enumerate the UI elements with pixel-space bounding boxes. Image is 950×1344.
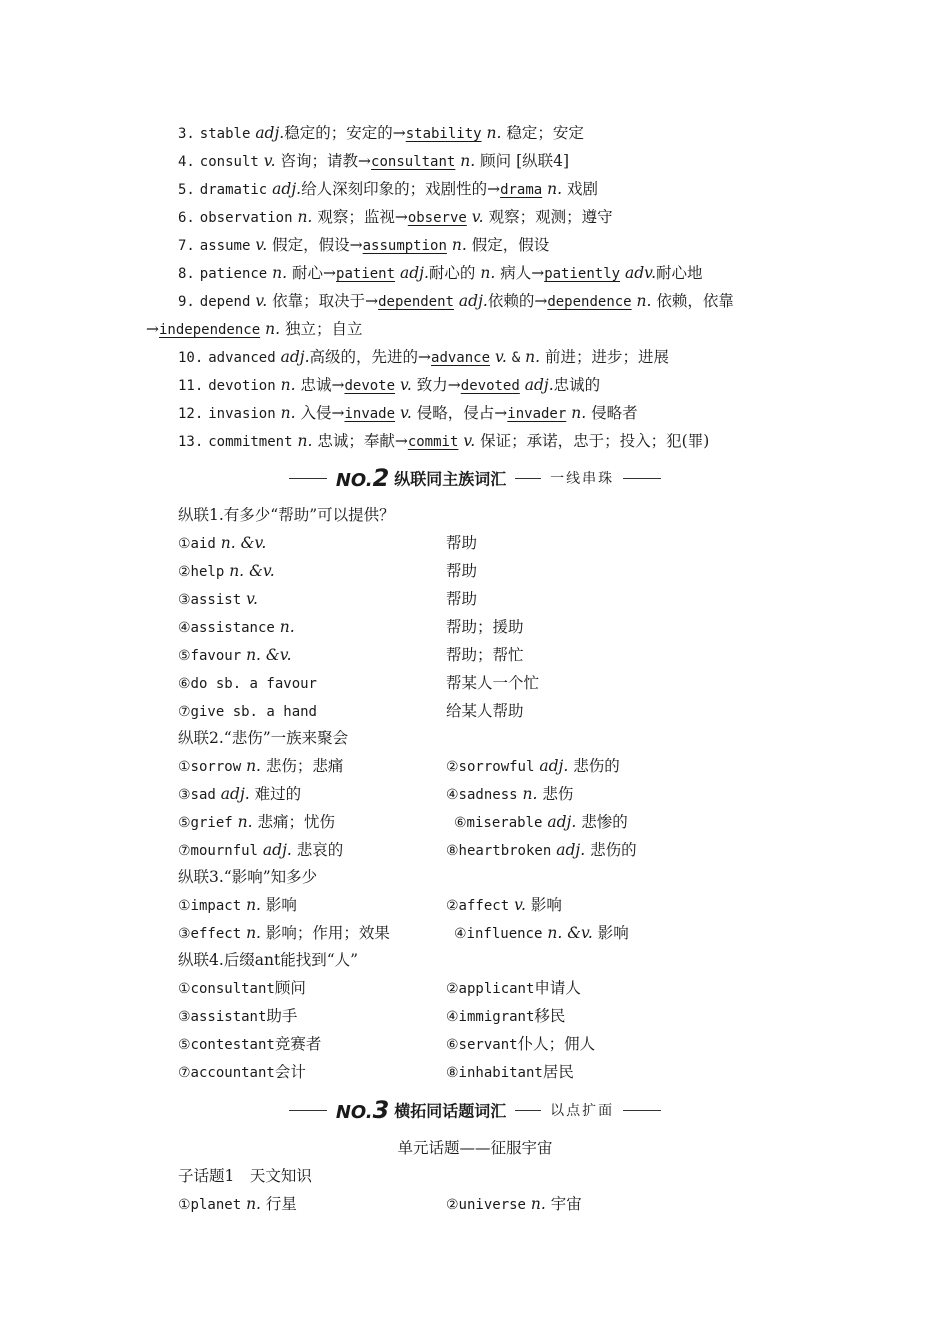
vocab-entry bbox=[178, 702, 317, 720]
meaning: 独立；自立 bbox=[284, 320, 363, 338]
part-of-speech: v. bbox=[255, 292, 268, 310]
derived-word: drama bbox=[500, 182, 543, 198]
headword: assume bbox=[199, 238, 251, 254]
meaning: 给人深刻印象的；戏剧性的→ bbox=[301, 180, 501, 198]
meaning: 假定，假设→ bbox=[272, 236, 363, 254]
vocab-entry bbox=[446, 754, 620, 779]
vocab-word: ③effect bbox=[178, 926, 242, 942]
vocab-meaning: 帮助；帮忙 bbox=[446, 646, 524, 664]
vocab-entry bbox=[178, 810, 335, 835]
section-subtitle: 以点扩面 bbox=[550, 1103, 615, 1119]
item-number: 5. bbox=[178, 182, 195, 198]
meaning: 观察；监视→ bbox=[317, 208, 408, 226]
item-number: 11. bbox=[178, 378, 204, 394]
part-of-speech: n. bbox=[246, 646, 261, 664]
meaning: 依靠；取决于→ bbox=[272, 292, 379, 310]
vocab-entry bbox=[446, 1032, 595, 1057]
vocab-word: ③assistant bbox=[178, 1009, 267, 1025]
vocab-word: ④assistance bbox=[178, 620, 275, 636]
group-title: 纵联1.有多少“帮助”可以提供？ bbox=[178, 506, 395, 524]
derivation-line bbox=[178, 205, 613, 229]
vocab-entry bbox=[178, 976, 306, 1001]
meaning: 病人→ bbox=[500, 264, 545, 282]
meaning: 忠诚的 bbox=[553, 376, 601, 394]
derivation-line bbox=[178, 233, 549, 257]
part-of-speech: n. bbox=[486, 124, 502, 142]
part-of-speech: n. bbox=[246, 924, 261, 942]
part-of-speech: n. bbox=[246, 896, 261, 914]
vocab-entry bbox=[178, 1004, 297, 1029]
derivation-line bbox=[178, 177, 598, 201]
vocab-meaning: 帮助；援助 bbox=[446, 618, 524, 636]
vocab-entry bbox=[178, 1032, 321, 1057]
vocab-word: ①aid bbox=[178, 536, 216, 552]
meaning: 依赖，依靠 bbox=[656, 292, 734, 310]
derived-word: patient bbox=[336, 266, 396, 282]
item-number: 6. bbox=[178, 210, 195, 226]
vocab-entry bbox=[446, 782, 573, 807]
vocab-word: ④sadness bbox=[446, 787, 518, 803]
derivation-line bbox=[178, 429, 709, 453]
help-entry bbox=[178, 699, 524, 723]
section-title: 横拓同话题词汇 bbox=[394, 1101, 507, 1121]
derived-word: observe bbox=[407, 210, 467, 226]
vocab-word: ⑧heartbroken bbox=[446, 843, 552, 859]
ampersand: & bbox=[511, 350, 521, 366]
meaning: 忠诚；奉献→ bbox=[317, 432, 408, 450]
divider bbox=[623, 1110, 661, 1111]
divider bbox=[515, 478, 541, 479]
divider bbox=[515, 1110, 541, 1111]
vocab-meaning: 悲痛；忧伤 bbox=[257, 813, 336, 831]
vocab-meaning: 悲哀的 bbox=[296, 841, 344, 859]
vocab-entry bbox=[178, 921, 390, 946]
vocab-meaning: 居民 bbox=[542, 1063, 574, 1081]
meaning: 假定，假设 bbox=[471, 236, 550, 254]
vocab-word: ⑦mournful bbox=[178, 843, 258, 859]
group-title: 纵联4.后缀ant能找到“人” bbox=[178, 951, 359, 969]
vocab-entry bbox=[178, 562, 275, 580]
part-of-speech: adj. bbox=[547, 813, 577, 831]
vocab-word: ⑤grief bbox=[178, 815, 233, 831]
vocab-word: ⑦give sb. a hand bbox=[178, 704, 317, 720]
vocab-word: ④immigrant bbox=[446, 1009, 535, 1025]
divider bbox=[289, 1110, 327, 1111]
vocab-meaning: 给某人帮助 bbox=[446, 702, 524, 720]
part-of-speech: n. bbox=[636, 292, 652, 310]
derived-word: independence bbox=[159, 322, 261, 338]
vocab-entry bbox=[178, 674, 317, 692]
part-of-speech: v. bbox=[399, 404, 412, 422]
divider bbox=[623, 478, 661, 479]
vocab-entry bbox=[446, 1192, 582, 1217]
vocab-entry bbox=[178, 838, 343, 863]
vocab-entry bbox=[178, 646, 292, 664]
derivation-line bbox=[178, 121, 584, 145]
vocab-entry bbox=[178, 893, 297, 918]
vocab-meaning: 移民 bbox=[534, 1007, 566, 1025]
vocab-word: ②applicant bbox=[446, 981, 535, 997]
part-of-speech: adj. bbox=[458, 292, 488, 310]
topic-title: 单元话题——征服宇宙 bbox=[397, 1139, 553, 1157]
vocab-entry bbox=[178, 754, 343, 779]
headword: consult bbox=[199, 154, 259, 170]
meaning: 入侵→ bbox=[300, 404, 345, 422]
section-title: 纵联同主族词汇 bbox=[394, 469, 507, 489]
vocab-entry bbox=[178, 618, 295, 636]
vocab-meaning: 顾问 bbox=[274, 979, 306, 997]
part-of-speech: n. bbox=[265, 320, 281, 338]
part-of-speech: adj. bbox=[524, 376, 554, 394]
section-header-3 bbox=[0, 1096, 950, 1126]
meaning: 顾问 [纵联4] bbox=[480, 152, 570, 170]
part-of-speech: &v. bbox=[240, 534, 267, 552]
part-of-speech: n. bbox=[571, 404, 587, 422]
group-title: 纵联2.“悲伤”一族来聚会 bbox=[178, 729, 349, 747]
part-of-speech: n. bbox=[246, 1195, 261, 1213]
part-of-speech: adj. bbox=[539, 757, 569, 775]
derivation-line-continued bbox=[146, 317, 362, 341]
meaning: 耐心的 bbox=[428, 264, 476, 282]
vocab-meaning: 会计 bbox=[274, 1063, 306, 1081]
part-of-speech: &v. bbox=[265, 646, 292, 664]
derived-word: stability bbox=[405, 126, 482, 142]
section-header-2 bbox=[0, 464, 950, 494]
vocab-meaning: 影响 bbox=[597, 924, 629, 942]
vocab-entry bbox=[446, 1004, 565, 1029]
derived-word: invade bbox=[344, 406, 396, 422]
vocab-meaning: 影响 bbox=[265, 896, 297, 914]
vocab-word: ②help bbox=[178, 564, 225, 580]
vocab-meaning: 帮助 bbox=[446, 590, 478, 608]
headword: devotion bbox=[208, 378, 276, 394]
item-number: 13. bbox=[178, 434, 204, 450]
part-of-speech: v. bbox=[263, 152, 276, 170]
item-number: 10. bbox=[178, 350, 204, 366]
vocab-entry bbox=[446, 893, 562, 918]
part-of-speech: adj. bbox=[556, 841, 586, 859]
part-of-speech: adj. bbox=[399, 264, 429, 282]
help-entry bbox=[178, 587, 478, 611]
part-of-speech: n. bbox=[279, 618, 295, 636]
part-of-speech: n. bbox=[220, 534, 236, 552]
meaning: 忠诚→ bbox=[300, 376, 345, 394]
headword: commitment bbox=[208, 434, 293, 450]
part-of-speech: adj. bbox=[255, 124, 285, 142]
vocab-meaning: 悲惨的 bbox=[581, 813, 628, 831]
derived-word: dependent bbox=[378, 294, 454, 310]
headword: depend bbox=[199, 294, 251, 310]
derivation-line bbox=[178, 373, 600, 397]
part-of-speech: adj. bbox=[220, 785, 250, 803]
vocab-entry bbox=[178, 1060, 306, 1085]
help-entry bbox=[178, 559, 478, 583]
part-of-speech: n. bbox=[525, 348, 541, 366]
vocab-meaning: 帮助 bbox=[446, 534, 478, 552]
vocab-word: ②sorrowful bbox=[446, 759, 535, 775]
vocab-word: ①planet bbox=[178, 1197, 242, 1213]
vocab-meaning: 帮某人一个忙 bbox=[446, 674, 540, 692]
part-of-speech: n. bbox=[547, 180, 563, 198]
part-of-speech: v. bbox=[255, 236, 268, 254]
vocab-entry bbox=[446, 1060, 574, 1085]
derived-word: advance bbox=[431, 350, 491, 366]
part-of-speech: n. bbox=[522, 785, 538, 803]
headword: stable bbox=[199, 126, 251, 142]
vocab-meaning: 行星 bbox=[265, 1195, 297, 1213]
meaning: 观察；观测；遵守 bbox=[488, 208, 613, 226]
vocab-entry bbox=[178, 782, 301, 807]
part-of-speech: &v. bbox=[249, 562, 275, 580]
meaning: 致力→ bbox=[416, 376, 461, 394]
part-of-speech: n. bbox=[237, 813, 253, 831]
vocab-word: ⑥miserable bbox=[454, 815, 543, 831]
vocab-word: ⑤favour bbox=[178, 648, 242, 664]
part-of-speech: n. bbox=[272, 264, 288, 282]
item-number: 4. bbox=[178, 154, 195, 170]
derived-word: patiently bbox=[544, 266, 621, 282]
derivation-line bbox=[178, 401, 638, 425]
help-entry bbox=[178, 615, 524, 639]
part-of-speech: n. &v. bbox=[547, 924, 593, 942]
headword: observation bbox=[199, 210, 293, 226]
part-of-speech: adj. bbox=[272, 180, 302, 198]
derivation-line bbox=[178, 149, 569, 173]
part-of-speech: adj. bbox=[280, 348, 310, 366]
part-of-speech: adv. bbox=[625, 264, 657, 282]
part-of-speech: v. bbox=[514, 896, 526, 914]
part-of-speech: n. bbox=[451, 236, 467, 254]
vocab-entry bbox=[446, 976, 581, 1001]
derived-word: devoted bbox=[460, 378, 520, 394]
vocab-entry bbox=[178, 534, 266, 552]
help-entry bbox=[178, 643, 524, 667]
derived-word: commit bbox=[407, 434, 459, 450]
headword: dramatic bbox=[199, 182, 268, 198]
part-of-speech: v. bbox=[399, 376, 412, 394]
vocab-meaning: 帮助 bbox=[446, 562, 478, 580]
arrow: → bbox=[146, 320, 159, 338]
vocab-word: ⑦accountant bbox=[178, 1065, 275, 1081]
vocab-meaning: 影响 bbox=[530, 896, 562, 914]
vocab-meaning: 难过的 bbox=[254, 785, 302, 803]
vocab-meaning: 申请人 bbox=[534, 979, 581, 997]
vocab-word: ①sorrow bbox=[178, 759, 242, 775]
divider bbox=[289, 478, 327, 479]
derivation-line bbox=[178, 345, 669, 369]
derivation-line bbox=[178, 289, 734, 313]
derived-word: assumption bbox=[362, 238, 447, 254]
vocab-word: ⑧inhabitant bbox=[446, 1065, 543, 1081]
vocab-word: ⑤contestant bbox=[178, 1037, 275, 1053]
section-subtitle: 一线串珠 bbox=[550, 471, 615, 487]
headword: invasion bbox=[208, 406, 276, 422]
part-of-speech: n. bbox=[280, 404, 296, 422]
vocab-entry bbox=[178, 1192, 297, 1217]
meaning: 耐心→ bbox=[292, 264, 337, 282]
section-number: NO.2 bbox=[335, 464, 390, 492]
vocab-word: ①impact bbox=[178, 898, 242, 914]
vocab-word: ③assist bbox=[178, 592, 242, 608]
meaning: 稳定；安定 bbox=[506, 124, 584, 142]
meaning: 依赖的→ bbox=[487, 292, 548, 310]
vocab-meaning: 助手 bbox=[266, 1007, 298, 1025]
vocab-meaning: 悲伤 bbox=[542, 785, 574, 803]
vocab-entry bbox=[178, 590, 258, 608]
subtopic-title: 子话题1 天文知识 bbox=[178, 1167, 312, 1185]
help-entry bbox=[178, 531, 478, 555]
vocab-word: ⑥do sb. a favour bbox=[178, 676, 317, 692]
vocab-meaning: 宇宙 bbox=[550, 1195, 582, 1213]
part-of-speech: v. bbox=[494, 348, 507, 366]
meaning: 咨询；请教→ bbox=[280, 152, 372, 170]
meaning: 前进；进步；进展 bbox=[545, 348, 670, 366]
meaning: 保证；承诺，忠于；投入；犯(罪) bbox=[480, 432, 710, 450]
derived-word: consultant bbox=[371, 154, 456, 170]
vocab-word: ①consultant bbox=[178, 981, 275, 997]
vocab-word: ④influence bbox=[454, 926, 543, 942]
headword: patience bbox=[199, 266, 268, 282]
meaning: 侵略，侵占→ bbox=[416, 404, 508, 422]
vocab-entry bbox=[446, 838, 637, 863]
meaning: 耐心地 bbox=[656, 264, 703, 282]
part-of-speech: v. bbox=[463, 432, 476, 450]
derived-word: dependence bbox=[547, 294, 632, 310]
derivation-line bbox=[178, 261, 703, 285]
item-number: 8. bbox=[178, 266, 195, 282]
item-number: 7. bbox=[178, 238, 195, 254]
vocab-meaning: 悲伤；悲痛 bbox=[265, 757, 344, 775]
part-of-speech: n. bbox=[297, 208, 313, 226]
group-title: 纵联3.“影响”知多少 bbox=[178, 868, 318, 886]
meaning: 侵略者 bbox=[591, 404, 638, 422]
meaning: 高级的，先进的→ bbox=[309, 348, 432, 366]
section-number: NO.3 bbox=[335, 1096, 390, 1124]
vocab-meaning: 悲伤的 bbox=[573, 757, 620, 775]
part-of-speech: n. bbox=[246, 757, 261, 775]
part-of-speech: n. bbox=[280, 376, 296, 394]
vocab-word: ②universe bbox=[446, 1197, 526, 1213]
item-number: 9. bbox=[178, 294, 195, 310]
derived-word: devote bbox=[344, 378, 396, 394]
help-entry bbox=[178, 671, 540, 695]
vocab-meaning: 仆人；佣人 bbox=[517, 1035, 596, 1053]
vocab-meaning: 影响；作用；效果 bbox=[265, 924, 390, 942]
part-of-speech: n. bbox=[460, 152, 476, 170]
vocab-word: ②affect bbox=[446, 898, 510, 914]
vocab-meaning: 悲伤的 bbox=[590, 841, 637, 859]
vocab-meaning: 竞赛者 bbox=[274, 1035, 322, 1053]
vocab-word: ⑥servant bbox=[446, 1037, 518, 1053]
headword: advanced bbox=[208, 350, 276, 366]
part-of-speech: n. bbox=[480, 264, 496, 282]
item-number: 12. bbox=[178, 406, 204, 422]
vocab-word: ③sad bbox=[178, 787, 216, 803]
vocab-entry bbox=[454, 921, 629, 946]
vocab-entry bbox=[454, 810, 628, 835]
item-number: 3. bbox=[178, 126, 195, 142]
part-of-speech: v. bbox=[246, 590, 258, 608]
part-of-speech: n. bbox=[229, 562, 245, 580]
part-of-speech: n. bbox=[530, 1195, 546, 1213]
meaning: 戏剧 bbox=[567, 180, 599, 198]
part-of-speech: n. bbox=[297, 432, 313, 450]
part-of-speech: v. bbox=[471, 208, 484, 226]
part-of-speech: adj. bbox=[262, 841, 292, 859]
meaning: 稳定的；安定的→ bbox=[284, 124, 406, 142]
derived-word: invader bbox=[507, 406, 567, 422]
